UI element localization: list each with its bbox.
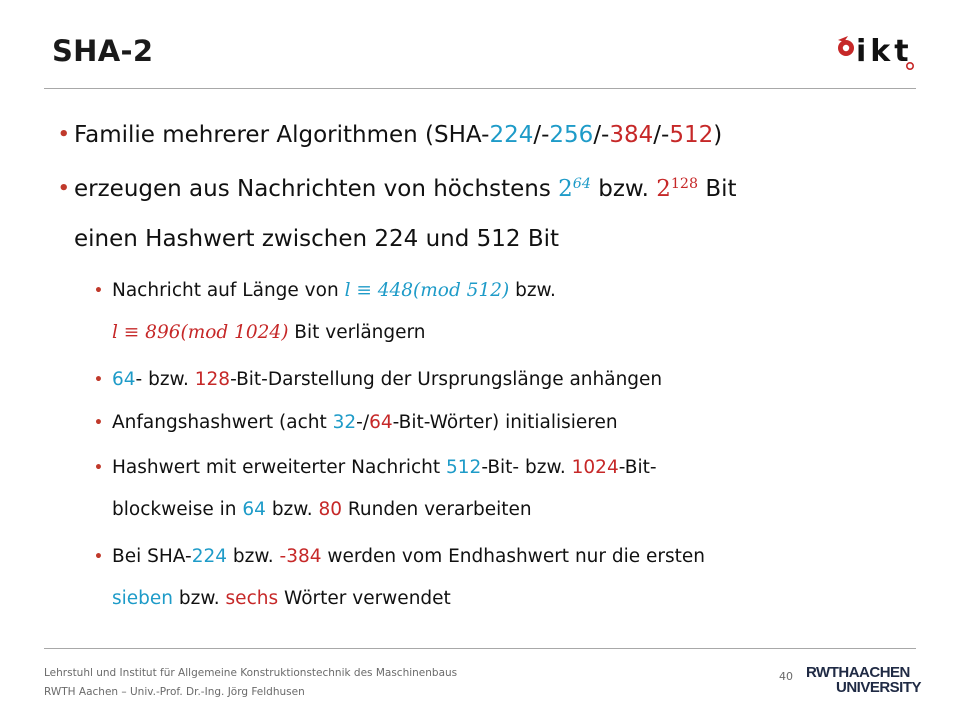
rwth-logo-line2: UNIVERSITY [836, 679, 922, 696]
text: -Bit-Wörter) initialisieren [392, 412, 618, 433]
bullet-dot-icon: • [94, 549, 103, 565]
ikt-logo-text: ikt [856, 34, 913, 69]
ikt-logo [834, 32, 918, 74]
rwth-logo [806, 664, 922, 696]
text: werden vom Endhashwert nur die ersten [321, 546, 706, 567]
text: Wörter verwendet [278, 588, 451, 609]
exponent: 64 [572, 176, 591, 193]
exponent: 128 [670, 176, 699, 193]
sep: /- [533, 122, 550, 148]
text: bzw. [173, 588, 226, 609]
text: - bzw. [135, 369, 195, 390]
value-64: 64 [242, 499, 266, 520]
footer-institute: Lehrstuhl und Institut für Allgemeine Konstruktionstechnik des Maschinenbaus [44, 667, 458, 679]
variant-384: 384 [609, 122, 654, 148]
text: Familie mehrerer Algorithmen (SHA- [74, 122, 490, 148]
text: blockweise in [112, 499, 243, 520]
variant-256: 256 [549, 122, 594, 148]
sep: /- [653, 122, 670, 148]
word-sieben: sieben [112, 588, 174, 609]
variant-224: 224 [489, 122, 534, 148]
word-sechs: sechs [225, 588, 279, 609]
text: Runden verarbeiten [342, 499, 532, 520]
value-64: 64 [369, 412, 393, 433]
bullet-dot-icon: • [58, 178, 70, 199]
text: -Bit- [618, 457, 657, 478]
variant-512: 512 [669, 122, 714, 148]
congruence-448: l ≡ 448(mod 512) [344, 280, 510, 301]
value-384: -384 [279, 546, 322, 567]
text: bzw. [227, 546, 280, 567]
text: erzeugen aus Nachrichten von höchstens [74, 176, 559, 202]
bullet-dot-icon: • [58, 124, 70, 145]
bullet-dot-icon: • [94, 415, 103, 431]
rwth-logo-line1: RWTHAACHEN [806, 664, 910, 681]
text: bzw. [509, 280, 556, 301]
bullet-dot-icon: • [94, 283, 103, 299]
text: -Bit- bzw. [481, 457, 572, 478]
text: Hashwert mit erweiterter Nachricht [112, 457, 447, 478]
sep: /- [593, 122, 610, 148]
text: Anfangshashwert (acht [112, 412, 333, 433]
text: bzw. [265, 499, 319, 520]
value-224: 224 [191, 546, 227, 567]
page-number: 40 [779, 670, 793, 683]
power-2-128 [656, 176, 698, 202]
text: -/ [356, 412, 370, 433]
power-2-64 [558, 176, 591, 202]
bullet-dot-icon: • [94, 460, 103, 476]
value-32: 32 [332, 412, 357, 433]
value-128: 128 [194, 369, 231, 390]
text: bzw. [590, 176, 657, 202]
value-80: 80 [318, 499, 343, 520]
slide-title: SHA-2 [52, 34, 154, 68]
text: Bei SHA- [112, 546, 192, 567]
footer-professor: RWTH Aachen – Univ.-Prof. Dr.-Ing. Jörg Feldhusen [44, 686, 305, 698]
congruence-896: l ≡ 896(mod 1024) [112, 322, 289, 343]
value-1024: 1024 [571, 457, 619, 478]
text: -Bit-Darstellung der Ursprungslänge anhängen [230, 369, 663, 390]
text: einen Hashwert zwischen 224 und 512 Bit [74, 226, 560, 252]
value-64: 64 [112, 369, 136, 390]
text: ) [713, 122, 723, 148]
text: Nachricht auf Länge von [112, 280, 345, 301]
title-divider [44, 88, 916, 89]
bullet-dot-icon: • [94, 372, 103, 388]
base: 2 [558, 176, 573, 202]
footer-divider [44, 648, 916, 649]
value-512: 512 [446, 457, 482, 478]
text: Bit [698, 176, 737, 202]
text: Bit verlängern [288, 322, 426, 343]
base: 2 [656, 176, 671, 202]
